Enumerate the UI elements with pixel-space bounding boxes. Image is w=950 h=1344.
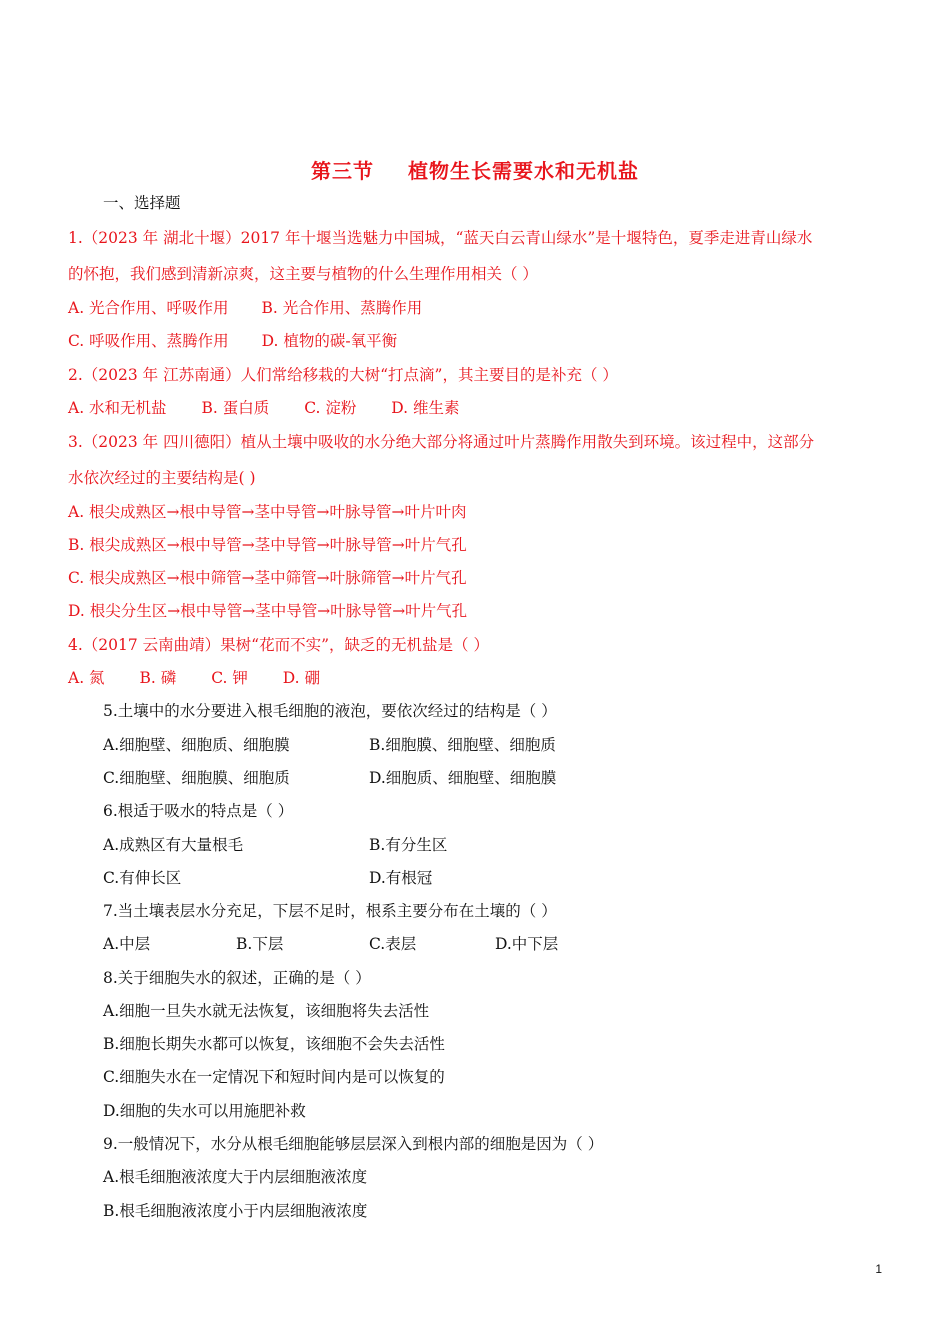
q3-stem-line1: 3.（2023 年 四川德阳）植从土壤中吸收的水分绝大部分将通过叶片蒸腾作用散失到环境。该过程中，这部分 [68,433,815,451]
q2-option-c: C. 淀粉 [304,399,357,417]
title-topic: 植物生长需要水和无机盐 [408,159,639,183]
q3-option-a: A. 根尖成熟区→根中导管→茎中导管→叶脉导管→叶片叶肉 [68,503,467,521]
q4-options [68,668,320,688]
q7-option-d: D.中下层 [495,935,559,953]
q7-option-a: A.中层 [103,935,151,953]
q5-option-d: D.细胞质、细胞壁、细胞膜 [369,769,557,787]
q8-option-d: D.细胞的失水可以用施肥补救 [103,1102,306,1120]
q4-option-c: C. 钾 [211,669,248,687]
page-title [0,155,950,184]
q8-stem: 8.关于细胞失水的叙述，正确的是（ ） [103,969,371,987]
q7-stem: 7.当土壤表层水分充足，下层不足时，根系主要分布在土壤的（ ） [103,902,557,920]
q6-stem: 6.根适于吸水的特点是（ ） [103,802,294,820]
q4-stem: 4.（2017 云南曲靖）果树“花而不实”，缺乏的无机盐是（ ） [68,636,489,654]
q2-option-b: B. 蛋白质 [201,399,270,417]
q4-option-d: D. 硼 [282,669,321,687]
q2-option-a: A. 水和无机盐 [68,399,167,417]
q5-option-a: A.细胞壁、细胞质、细胞膜 [103,736,290,754]
q4-option-b: B. 磷 [139,669,177,687]
q5-option-b: B.细胞膜、细胞壁、细胞质 [369,736,556,754]
q8-option-c: C.细胞失水在一定情况下和短时间内是可以恢复的 [103,1068,445,1086]
q3-stem-line2: 水依次经过的主要结构是( ) [68,469,256,487]
q6-option-b: B.有分生区 [369,836,448,854]
q2-option-d: D. 维生素 [391,399,460,417]
q6-option-c: C.有伸长区 [103,869,182,887]
page-number: 1 [875,1262,882,1276]
section-heading: 一、选择题 [103,194,181,212]
q6-option-a: A.成熟区有大量根毛 [103,836,244,854]
q1-option-b: B. 光合作用、蒸腾作用 [261,299,423,317]
title-section-number: 第三节 [311,159,374,183]
q5-option-c: C.细胞壁、细胞膜、细胞质 [103,769,290,787]
q7-option-c: C.表层 [369,935,417,953]
q1-stem-line1: 1.（2023 年 湖北十堰）2017 年十堰当选魅力中国城，“蓝天白云青山绿水”是十堰特色，夏季走进青山绿水 [68,229,813,247]
q2-stem: 2.（2023 年 江苏南通）人们常给移栽的大树“打点滴”，其主要目的是补充（ ） [68,366,618,384]
q1-options-row1 [68,298,422,318]
q1-options-row2 [68,331,397,351]
q4-option-a: A. 氮 [68,669,105,687]
q1-option-d: D. 植物的碳-氧平衡 [261,332,398,350]
q3-option-d: D. 根尖分生区→根中导管→茎中导管→叶脉导管→叶片气孔 [68,602,468,620]
q3-option-b: B. 根尖成熟区→根中导管→茎中导管→叶脉导管→叶片气孔 [68,536,467,554]
q1-option-a: A. 光合作用、呼吸作用 [68,299,229,317]
q6-option-d: D.有根冠 [369,869,433,887]
q1-stem-line2: 的怀抱，我们感到清新凉爽，这主要与植物的什么生理作用相关（ ） [68,265,538,283]
q9-stem: 9.一般情况下，水分从根毛细胞能够层层深入到根内部的细胞是因为（ ） [103,1135,604,1153]
q7-option-b: B.下层 [236,935,284,953]
q9-option-b: B.根毛细胞液浓度小于内层细胞液浓度 [103,1202,368,1220]
q1-option-c: C. 呼吸作用、蒸腾作用 [68,332,229,350]
q9-option-a: A.根毛细胞液浓度大于内层细胞液浓度 [103,1168,368,1186]
q5-stem: 5.土壤中的水分要进入根毛细胞的液泡，要依次经过的结构是（ ） [103,702,557,720]
q8-option-a: A.细胞一旦失水就无法恢复，该细胞将失去活性 [103,1002,430,1020]
q3-option-c: C. 根尖成熟区→根中筛管→茎中筛管→叶脉筛管→叶片气孔 [68,569,467,587]
q8-option-b: B.细胞长期失水都可以恢复，该细胞不会失去活性 [103,1035,445,1053]
q2-options [68,398,460,418]
